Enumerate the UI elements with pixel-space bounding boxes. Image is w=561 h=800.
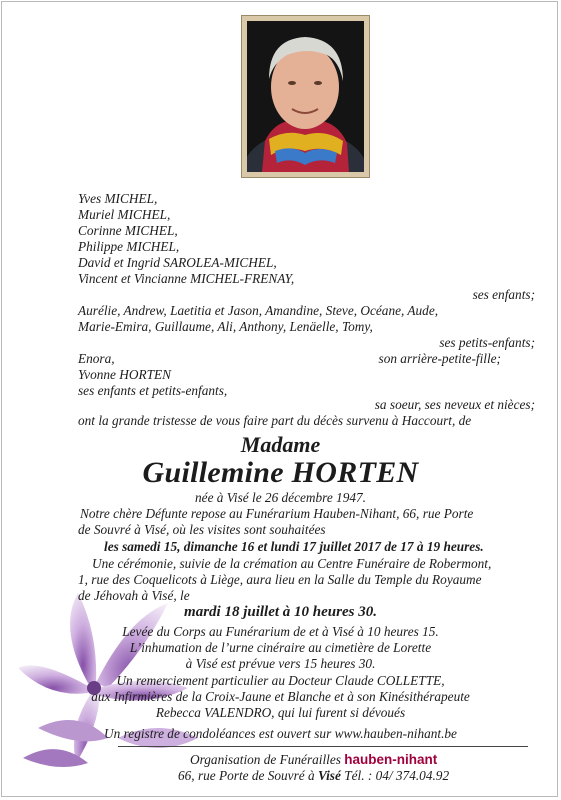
footer-org-prefix: Organisation de Funérailles — [190, 752, 345, 767]
footer-organisation — [190, 752, 437, 768]
brand-name: hauben-nihant — [344, 752, 438, 767]
grandchildren-line-1: Aurélie, Andrew, Laetitia et Jason, Amandine, Steve, Océane, Aude, — [78, 303, 439, 318]
thanks-line-1: Un remerciement particulier au Docteur Claude COLLETTE, — [116, 673, 445, 688]
levee-info: Levée du Corps au Funérarium de et à Visé à 10 heures 15. — [122, 624, 439, 639]
visit-times: les samedi 15, dimanche 16 et lundi 17 juillet 2017 de 17 à 19 heures. — [104, 539, 484, 554]
family-line-6: Vincent et Vincianne MICHEL-FRENAY, — [78, 271, 295, 286]
family-line-5: David et Ingrid SAROLEA-MICHEL, — [78, 255, 277, 270]
family-line-3: Corinne MICHEL, — [78, 223, 178, 238]
ceremony-line-1: Une cérémonie, suivie de la crémation au Centre Funéraire de Robermont, — [92, 556, 492, 571]
ceremony-date: mardi 18 juillet à 10 heures 30. — [184, 604, 377, 620]
great-grandchild: Enora, — [78, 351, 115, 366]
family-line-1: Yves MICHEL, — [78, 191, 158, 206]
portrait-photo — [247, 21, 364, 172]
footer-phone: Tél. : 04/ 374.04.92 — [340, 768, 450, 783]
repose-line-1: Notre chère Défunte repose au Funérarium Hauben-Nihant, 66, rue Porte — [80, 506, 474, 521]
sister-name: Yvonne HORTEN — [78, 367, 171, 382]
thanks-line-3: Rebecca VALENDRO, qui lui furent si dévoués — [155, 705, 406, 720]
deceased-name: Guillemine HORTEN — [142, 456, 419, 489]
relation-soeur: sa soeur, ses neveux et nièces; — [374, 397, 535, 412]
condolence-registry: Un registre de condoléances est ouvert sur www.hauben-nihant.be — [104, 726, 457, 741]
grandchildren-line-2: Marie-Emira, Guillaume, Ali, Anthony, Lenäelle, Tomy, — [78, 319, 373, 334]
family-line-2: Muriel MICHEL, — [78, 207, 171, 222]
deceased-title: Madame — [240, 432, 321, 457]
sister-family: ses enfants et petits-enfants, — [78, 383, 228, 398]
footer-address — [178, 768, 449, 784]
footer-divider — [118, 746, 528, 747]
birth-info: née à Visé le 26 décembre 1947. — [195, 490, 366, 505]
relation-ses-enfants: ses enfants; — [472, 287, 535, 302]
inhumation-line-1: L’inhumation de l’urne cinéraire au cimetière de Lorette — [129, 640, 432, 655]
relation-arriere-petite-fille: son arrière-petite-fille; — [378, 351, 501, 366]
ceremony-line-2: 1, rue des Coquelicots à Liège, aura lieu en la Salle du Temple du Royaume — [78, 572, 482, 587]
repose-line-2: de Souvré à Visé, où les visites sont souhaitées — [78, 522, 326, 537]
inhumation-line-2: à Visé est prévue vers 15 heures 30. — [185, 656, 376, 671]
footer-city: Visé — [317, 768, 341, 783]
footer-address-prefix: 66, rue Porte de Souvré à — [178, 768, 318, 783]
thanks-line-2: aux Infirmières de la Croix-Jaune et Blanche et à son Kinésithérapeute — [91, 689, 470, 704]
intro-text: ont la grande tristesse de vous faire part du décès survenu à Haccourt, de — [78, 413, 472, 428]
portrait-frame — [241, 15, 370, 178]
family-line-4: Philippe MICHEL, — [78, 239, 180, 254]
ceremony-line-3: de Jéhovah à Visé, le — [78, 588, 190, 603]
relation-petits-enfants: ses petits-enfants; — [439, 335, 535, 350]
